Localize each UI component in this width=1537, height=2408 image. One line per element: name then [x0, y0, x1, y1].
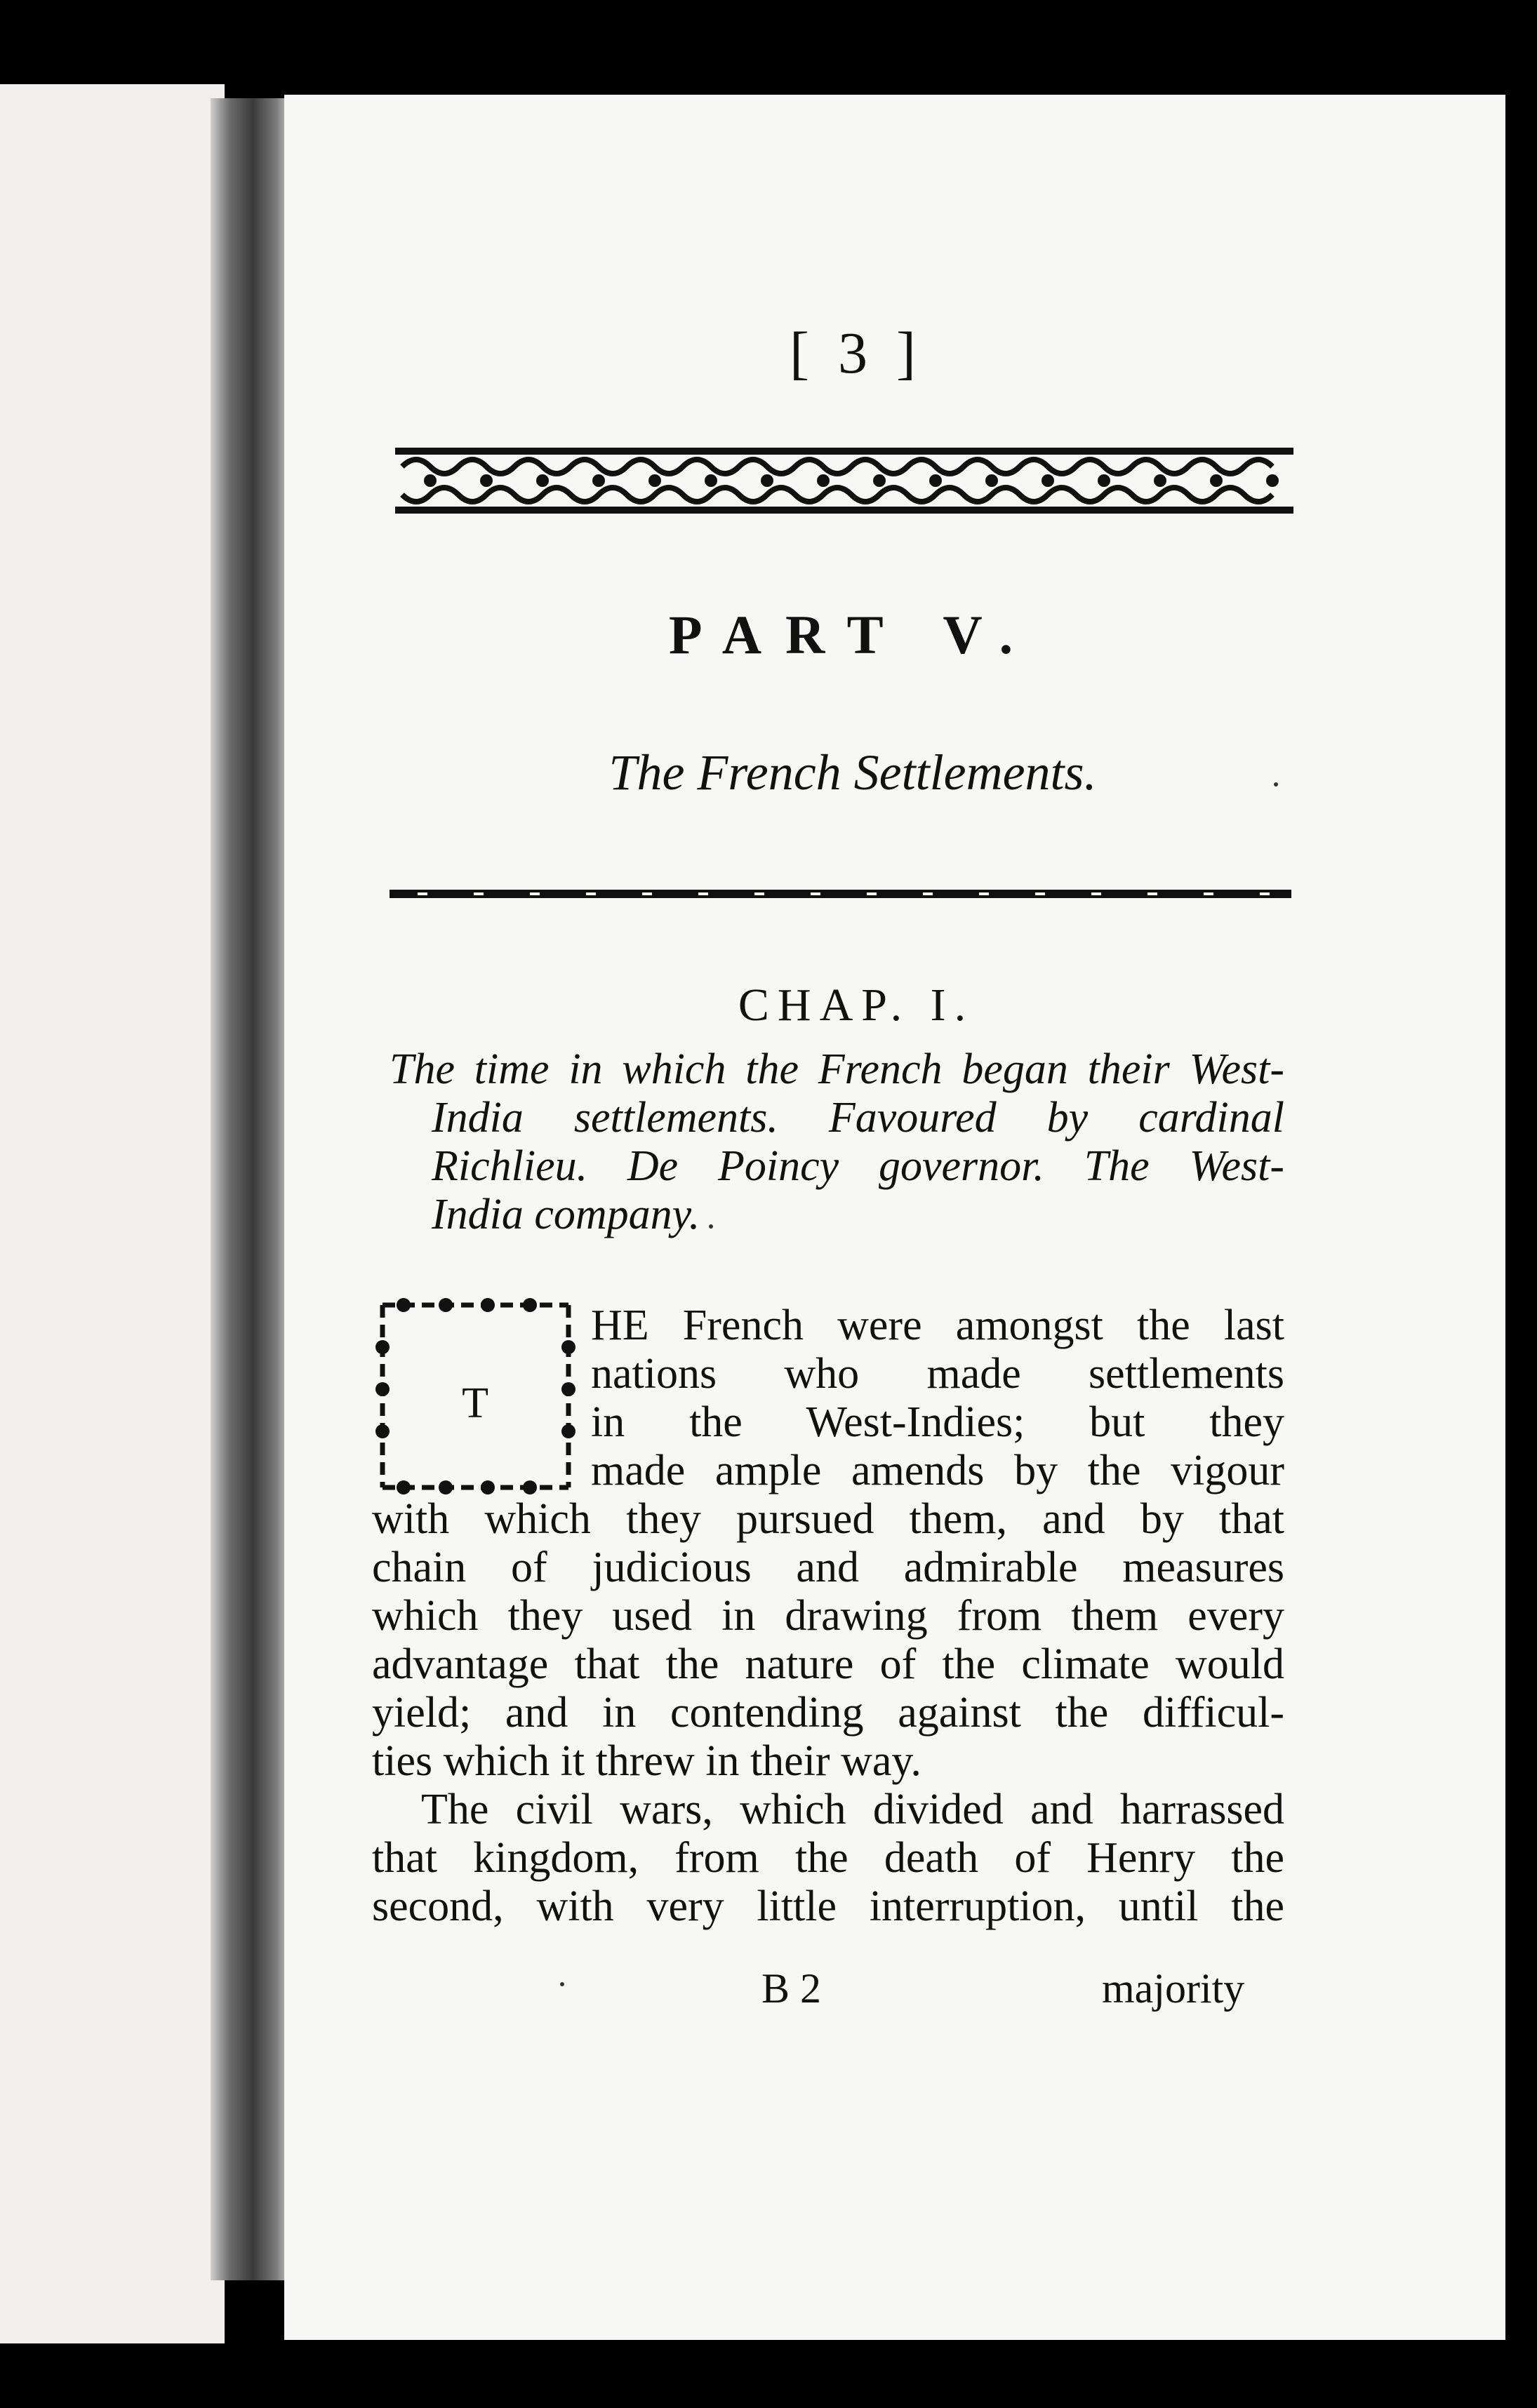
book-gutter	[211, 98, 288, 2280]
body-line: that kingdom, from the death of Henry the	[372, 1834, 1284, 1882]
body-line: in the West-Indies; but they	[591, 1398, 1284, 1446]
body-line: which they used in drawing from them every	[372, 1592, 1284, 1640]
chapter-title: CHAP. I.	[738, 979, 975, 1031]
body-line: The civil wars, which divided and harrassed	[421, 1786, 1284, 1833]
body-line: nations who made settlements	[591, 1350, 1284, 1398]
summary-line: India company.	[432, 1191, 700, 1238]
summary-line: India settlements. Favoured by cardinal	[432, 1094, 1284, 1142]
body-line: made ample amends by the vigour	[591, 1447, 1284, 1494]
part-subtitle: The French Settlements.	[608, 744, 1097, 801]
headpiece-ornament	[395, 442, 1293, 519]
summary-line: The time in which the French began their West-	[390, 1045, 1284, 1093]
catchword: majority	[1102, 1965, 1245, 2012]
page-number: [ 3 ]	[790, 321, 923, 386]
speck	[709, 1224, 713, 1229]
chapter-summary	[390, 1045, 1284, 1239]
body-line: HE French were amongst the last	[591, 1302, 1284, 1349]
body-line: advantage that the nature of the climate would	[372, 1640, 1284, 1688]
body-paragraph-1-narrow	[372, 1302, 1284, 1495]
drop-cap-letter: T	[462, 1379, 488, 1427]
speck	[560, 1982, 564, 1986]
speck	[1274, 782, 1278, 787]
signature-mark: B 2	[761, 1965, 822, 2012]
body-line: chain of judicious and admirable measures	[372, 1544, 1284, 1591]
body-paragraph-1	[372, 1495, 1284, 1786]
body-paragraph-2	[372, 1786, 1284, 1931]
summary-line: Richlieu. De Poincy governor. The West-	[432, 1142, 1284, 1190]
left-page-edge	[0, 84, 225, 2343]
part-title: PART V.	[668, 604, 1037, 665]
body-line: with which they pursued them, and by that	[372, 1495, 1284, 1543]
body-line: ties which it threw in their way.	[372, 1737, 921, 1785]
section-rule	[390, 888, 1291, 900]
body-line: second, with very little interruption, until the	[372, 1882, 1284, 1930]
body-line: yield; and in contending against the difficul-	[372, 1689, 1284, 1737]
